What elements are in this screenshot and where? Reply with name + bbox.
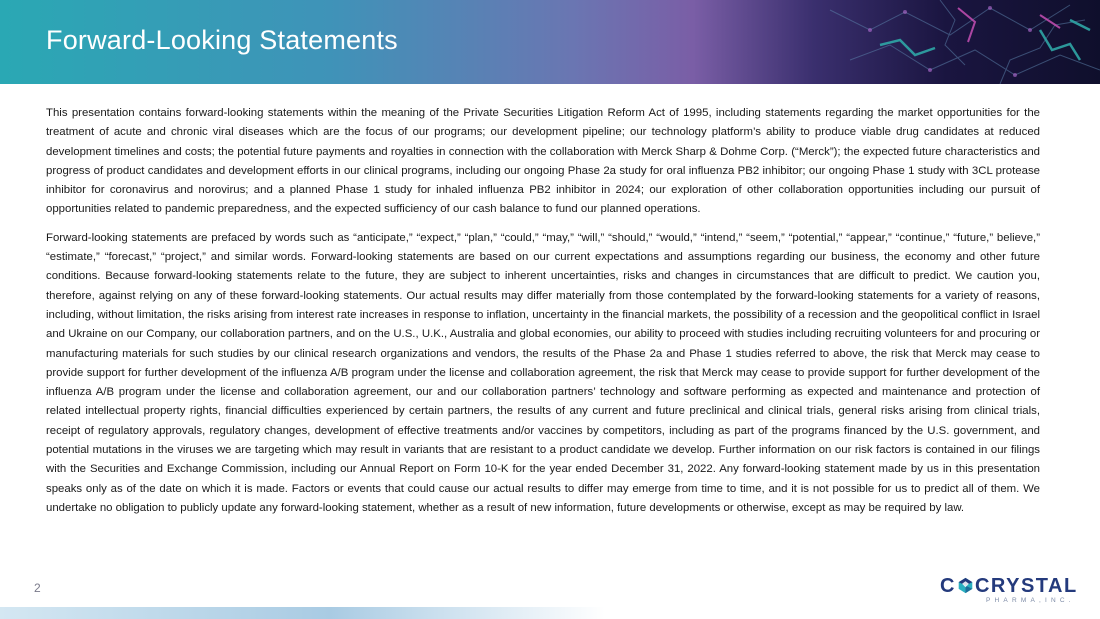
logo-word-end: CRYSTAL xyxy=(974,575,1078,597)
page-number: 2 xyxy=(34,581,41,595)
crystal-gem-icon xyxy=(957,577,974,594)
disclaimer-paragraph: Forward-looking statements are prefaced by words such as “anticipate,” “expect,” “plan,” “could,” “may,” “will,” “should,” “would,” “intend,” “seem,” “potential,” “appear,” “continue,” “future,” believe,” “estimate,” “forecast,” “project,” and similar words. Forward-looking statements are based on our current expectations and assumptions regarding our business, the economy and other future conditions. Because forward-looking statements relate to the future, they are subject to inherent uncertainties, risks and changes in circumstances that are difficult to predict. We caution you, therefore, against relying on any of these forward-looking statements. Our actual results may differ materially from those contemplated by the forward-looking statements for a variety of reasons, including, without limitation, the risks arising from interest rate increases in response to inflation, uncertainty in the financial markets, the possibility of a recession and the geopolitical conflict in Israel and Ukraine on our Company, our collaboration partners, and on the U.S., U.K., Australia and global economies, our ability to proceed with studies including recruiting volunteers for and procuring or manufacturing materials for such studies by our clinical research organizations and vendors, the results of the Phase 2a and Phase 1 studies referred to above, the risk that Merck may cease to provide support for further development of the influenza A/B program under the license and collaboration agreement, the risk that Merck may cease to provide support for further development of the influenza A/B program under the license and collaboration agreement, our and our collaboration partners’ technology and software performing as expected and maintenance and protection of related intellectual property rights, financial difficulties experienced by certain partners, the results of any current and future preclinical and clinical trials, general risks arising from clinical trials, receipt of regulatory approvals, regulatory changes, development of effective treatments and/or vaccines by competitors, including as part of the programs financed by the U.S. government, and potential mutations in the viruses we are targeting which may result in variants that are resistant to a product candidate we develop. Further information on our risk factors is contained in our filings with the Securities and Exchange Commission, including our Annual Report on Form 10-K for the year ended December 31, 2022. Any forward-looking statement made by us in this presentation speaks only as of the date on which it is made. Factors or events that could cause our actual results to differ may emerge from time to time, and it is not possible for us to predict all of them. We undertake no obligation to publicly update any forward-looking statement, whether as a result of new information, future developments or otherwise, except as may be required by law. xyxy=(46,231,1040,514)
company-logo xyxy=(940,575,1080,607)
disclaimer-paragraph: This presentation contains forward-looking statements within the meaning of the Private Securities Litigation Reform Act of 1995, including statements regarding the market opportunities for the treatment of acute and chronic viral diseases which are the focus of our programs; our development pipeline; our technology platform’s ability to produce viable drug candidates at reduced development timelines and costs; the potential future payments and royalties in connection with the collaboration with Merck Sharp & Dohme Corp. (“Merck”); the expected future characteristics and progress of product candidates and development efforts in our clinical programs, including our ongoing Phase 2a study for oral influenza PB2 inhibitor; our ongoing Phase 1 study with 3CL protease inhibitor for coronavirus and norovirus; and a planned Phase 1 study for inhaled influenza PB2 inhibitor in 2024; our exploration of other collaboration opportunities including our pursuit of opportunities related to pandemic preparedness, and the expected sufficiency of our cash balance to fund our planned operations. xyxy=(46,107,1040,216)
logo-wordmark xyxy=(940,575,1078,598)
logo-subtitle: PHARMA,INC. xyxy=(986,597,1075,604)
title-banner xyxy=(0,0,1100,84)
disclaimer-body xyxy=(46,104,1040,527)
page-title: Forward-Looking Statements xyxy=(46,25,398,55)
logo-word-start: C xyxy=(940,575,956,597)
footer-bar xyxy=(0,607,1100,619)
